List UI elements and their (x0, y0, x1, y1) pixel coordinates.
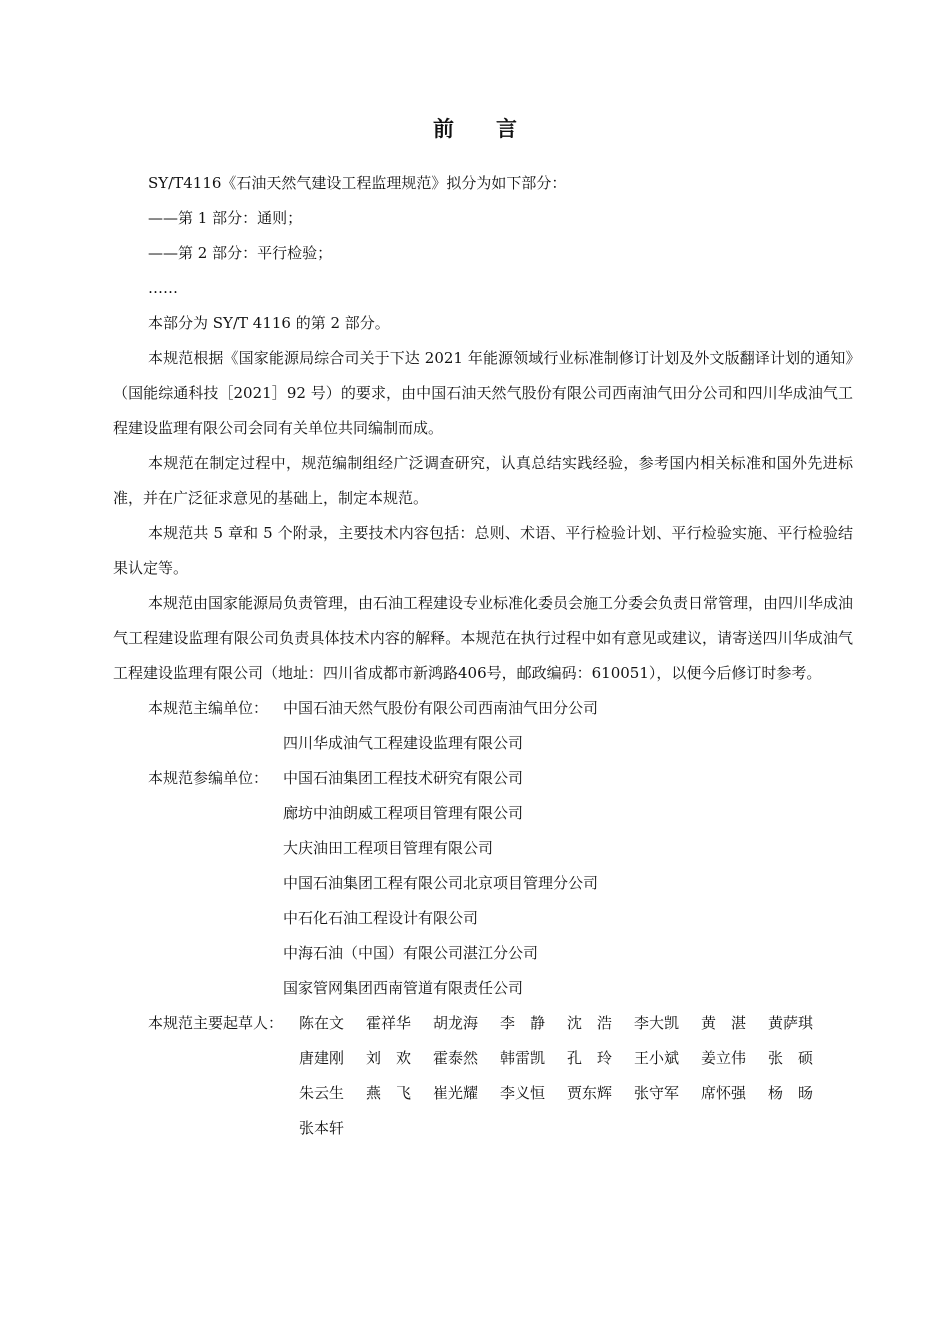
participating-unit-row (113, 936, 853, 971)
drafter-name: 刘 欢 (366, 1049, 412, 1067)
participating-unit-row (113, 796, 853, 831)
paragraph-this-part: 本部分为 SY/T 4116 的第 2 部分。 (148, 314, 390, 332)
participating-units-label: 本规范参编单位： (148, 769, 269, 787)
drafter-name: 黄萨琪 (768, 1014, 814, 1032)
drafter-name: 陈在文 (299, 1014, 345, 1032)
participating-unit: 廊坊中油朗威工程项目管理有限公司 (283, 804, 524, 822)
participating-unit-row (113, 761, 853, 796)
chief-unit-row (113, 726, 853, 761)
participating-unit-row (113, 866, 853, 901)
chief-unit-row (113, 691, 853, 726)
drafter-name: 霍泰然 (433, 1049, 479, 1067)
title-char-1: 前 (433, 117, 454, 141)
paragraph-basis: 本规范根据《国家能源局综合司关于下达 2021 年能源领域行业标准制修订计划及外文版翻译计划的通知》（国能综通科技［2021］92 号）的要求，由中国石油天然气股份有限公司西南油气田分公司和四川华成油气工程建设监理有限公司会同有关单位共同编制而成。 (113, 349, 853, 437)
participating-unit-row (113, 971, 853, 1006)
drafter-name: 张守军 (634, 1084, 680, 1102)
drafter-name: 韩雷凯 (500, 1049, 546, 1067)
drafters-names (299, 1006, 835, 1146)
chief-units-label: 本规范主编单位： (148, 699, 269, 717)
drafter-name: 燕 飞 (366, 1084, 412, 1102)
paragraph-ellipsis: …… (148, 279, 178, 297)
paragraph-management: 本规范由国家能源局负责管理，由石油工程建设专业标准化委员会施工分委会负责日常管理，由四川华成油气工程建设监理有限公司负责具体技术内容的解释。本规范在执行过程中如有意见或建议，请寄送四川华成油气工程建设监理有限公司（地址：四川省成都市新鸿路406号，邮政编码：610051），以便今后修订时参考。 (113, 594, 854, 682)
drafter-name: 李大凯 (634, 1014, 680, 1032)
drafter-name: 霍祥华 (366, 1014, 412, 1032)
paragraph-contents: 本规范共 5 章和 5 个附录，主要技术内容包括：总则、术语、平行检验计划、平行检验实施、平行检验结果认定等。 (113, 524, 853, 577)
participating-unit: 中国石油集团工程技术研究有限公司 (283, 769, 524, 787)
drafter-name: 席怀强 (701, 1084, 747, 1102)
drafter-name: 崔光耀 (433, 1084, 479, 1102)
drafter-name: 黄 湛 (701, 1014, 747, 1032)
page-title (0, 113, 950, 143)
paragraph-part-2: ——第 2 部分：平行检验； (148, 244, 333, 262)
drafters-section (113, 1006, 853, 1146)
drafter-name: 朱云生 (299, 1084, 345, 1102)
drafter-name: 王小斌 (634, 1049, 680, 1067)
participating-unit: 中石化石油工程设计有限公司 (283, 909, 479, 927)
drafter-name: 沈 浩 (567, 1014, 613, 1032)
participating-unit: 中国石油集团工程有限公司北京项目管理分公司 (283, 874, 599, 892)
drafter-name: 张 硕 (768, 1049, 814, 1067)
chief-unit: 中国石油天然气股份有限公司西南油气田分公司 (283, 699, 599, 717)
participating-unit-row (113, 831, 853, 866)
drafter-name: 张本轩 (299, 1119, 345, 1137)
document-body (113, 166, 853, 1146)
paragraph-part-1: ——第 1 部分：通则； (148, 209, 303, 227)
drafter-name: 胡龙海 (433, 1014, 479, 1032)
drafter-name: 姜立伟 (701, 1049, 747, 1067)
chief-unit: 四川华成油气工程建设监理有限公司 (283, 734, 524, 752)
paragraph-process: 本规范在制定过程中，规范编制组经广泛调查研究，认真总结实践经验，参考国内相关标准和国外先进标准，并在广泛征求意见的基础上，制定本规范。 (113, 454, 853, 507)
drafter-name: 唐建刚 (299, 1049, 345, 1067)
drafters-label: 本规范主要起草人： (148, 1014, 284, 1032)
participating-unit: 大庆油田工程项目管理有限公司 (283, 839, 494, 857)
drafter-name: 李义恒 (500, 1084, 546, 1102)
drafter-name: 贾东辉 (567, 1084, 613, 1102)
drafter-name: 杨 旸 (768, 1084, 814, 1102)
participating-unit-row (113, 901, 853, 936)
drafter-name: 孔 玲 (567, 1049, 613, 1067)
title-char-2: 言 (496, 117, 517, 141)
paragraph-parts-intro: SY/T4116《石油天然气建设工程监理规范》拟分为如下部分： (148, 174, 567, 192)
drafter-name: 李 静 (500, 1014, 546, 1032)
participating-unit: 中海石油（中国）有限公司湛江分公司 (283, 944, 539, 962)
participating-unit: 国家管网集团西南管道有限责任公司 (283, 979, 524, 997)
